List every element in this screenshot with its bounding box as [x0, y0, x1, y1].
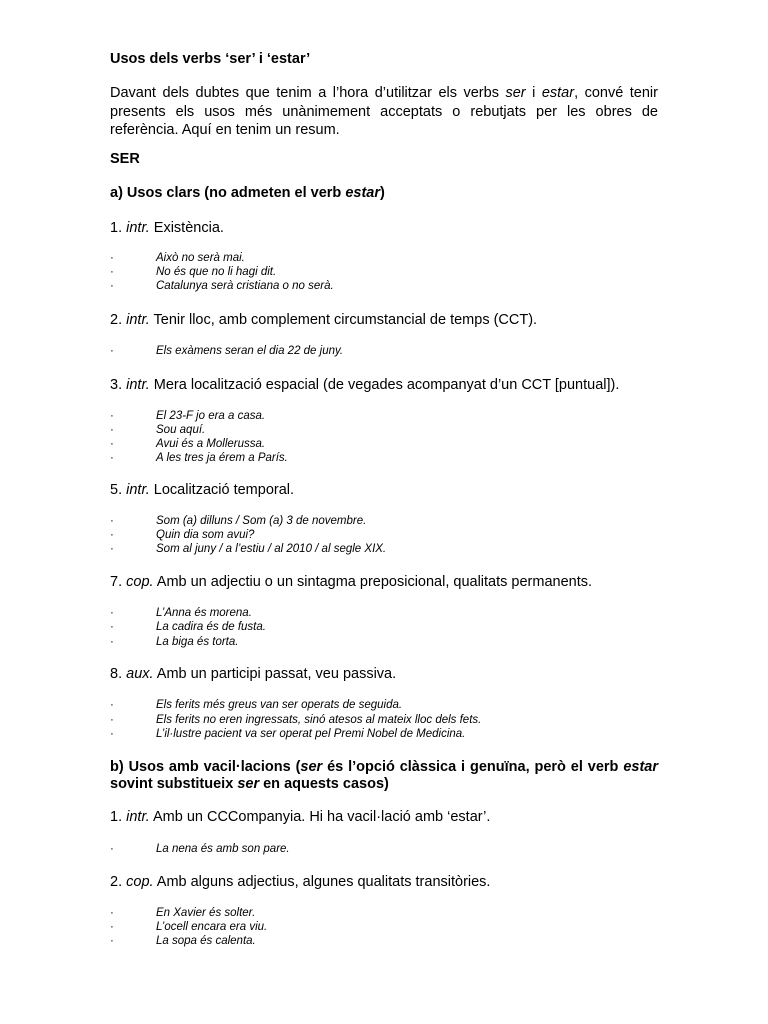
usage-item-7 [110, 574, 592, 590]
item-text: Amb un participi passat, veu passiva. [153, 666, 397, 682]
item-text: Existència. [149, 220, 224, 236]
example-text: La nena és amb son pare. [156, 843, 290, 855]
item-tag: cop. [126, 574, 154, 590]
item-number: 7. [110, 574, 127, 590]
bullet: · [110, 607, 114, 619]
bullet: · [110, 621, 114, 633]
item-tag: cop. [126, 874, 154, 890]
group-b-text-2: és l’opció clàssica i genuïna, però el verb [322, 759, 624, 775]
usage-item-5 [110, 482, 294, 498]
usage-item-1 [110, 220, 224, 236]
usage-item-3 [110, 377, 619, 393]
item-number: 1. [110, 220, 127, 236]
item-number: 8. [110, 666, 127, 682]
bullet: · [110, 410, 114, 422]
bullet: · [110, 636, 114, 648]
bullet: · [110, 438, 114, 450]
example-text: Això no serà mai. [156, 252, 245, 264]
group-a-suffix: ) [379, 185, 385, 201]
example-text: Els ferits més greus van ser operats de seguida. [156, 699, 403, 711]
item-tag: intr. [126, 220, 150, 236]
usage-item-b1 [110, 809, 490, 825]
bullet: · [110, 921, 114, 933]
bullet: · [110, 935, 114, 947]
item-tag: intr. [126, 377, 150, 393]
item-text: Amb un adjectiu o un sintagma preposicional, qualitats permanents. [153, 574, 593, 590]
example-text: Els exàmens seran el dia 22 de juny. [156, 345, 344, 357]
bullet: · [110, 699, 114, 711]
bullet: · [110, 843, 114, 855]
usage-item-2 [110, 312, 537, 328]
example-text: Catalunya serà cristiana o no serà. [156, 280, 334, 292]
bullet: · [110, 515, 114, 527]
bullet: · [110, 728, 114, 740]
bullet: · [110, 452, 114, 464]
example-text: L’ocell encara era viu. [156, 921, 268, 933]
group-b-text-4: en aquests casos) [259, 776, 389, 792]
item-number: 2. [110, 312, 127, 328]
group-b-text-3: sovint substitueix [110, 776, 238, 792]
example-text: Quin dia som avui? [156, 529, 255, 541]
item-text: Mera localització espacial (de vegades acompanyat d’un CCT [puntual]). [149, 377, 620, 393]
example-text: No és que no li hagi dit. [156, 266, 277, 278]
section-heading-ser: SER [110, 151, 140, 167]
example-text: A les tres ja érem a París. [156, 452, 288, 464]
usage-item-8 [110, 666, 396, 682]
item-tag: intr. [126, 482, 150, 498]
item-text: Localització temporal. [149, 482, 295, 498]
example-text: En Xavier és solter. [156, 907, 256, 919]
item-text: Amb alguns adjectius, algunes qualitats transitòries. [153, 874, 491, 890]
item-number: 2. [110, 874, 127, 890]
group-b-em-1: ser [300, 759, 323, 775]
intro-estar: estar [541, 85, 575, 101]
item-number: 3. [110, 377, 127, 393]
example-text: La cadira és de fusta. [156, 621, 266, 633]
bullet: · [110, 345, 114, 357]
item-tag: intr. [126, 809, 150, 825]
bullet: · [110, 424, 114, 436]
intro-text-1: Davant dels dubtes que tenim a l’hora d’utilitzar els verbs [110, 85, 506, 101]
group-a-em: estar [345, 185, 380, 201]
group-b-text-1: b) Usos amb vacil·lacions ( [110, 759, 301, 775]
item-text: Tenir lloc, amb complement circumstancial de temps (CCT). [149, 312, 538, 328]
item-number: 1. [110, 809, 127, 825]
example-text: Som al juny / a l’estiu / al 2010 / al segle XIX. [156, 543, 387, 555]
example-text: El 23-F jo era a casa. [156, 410, 266, 422]
usage-item-b2 [110, 874, 490, 890]
example-text: Sou aquí. [156, 424, 206, 436]
bullet: · [110, 907, 114, 919]
bullet: · [110, 280, 114, 292]
example-text: L’Anna és morena. [156, 607, 252, 619]
intro-paragraph [110, 84, 658, 140]
item-text: Amb un CCCompanyia. Hi ha vacil·lació amb ‘estar’. [149, 809, 491, 825]
intro-ser: ser [505, 85, 526, 101]
item-tag: aux. [126, 666, 154, 682]
intro-text-2: i [525, 85, 542, 101]
example-text: La sopa és calenta. [156, 935, 256, 947]
bullet: · [110, 529, 114, 541]
example-text: Avui és a Mollerussa. [156, 438, 266, 450]
intro-text-3: , convé tenir presents els usos més unànimement acceptats o rebutjats per les obres de referència. Aquí en tenim un resum. [110, 85, 658, 138]
group-a-heading [110, 185, 385, 201]
item-tag: intr. [126, 312, 150, 328]
page-title: Usos dels verbs ‘ser’ i ‘estar’ [110, 51, 311, 67]
bullet: · [110, 266, 114, 278]
group-b-em-3: ser [237, 776, 260, 792]
example-text: L’il·lustre pacient va ser operat pel Premi Nobel de Medicina. [156, 728, 466, 740]
bullet: · [110, 252, 114, 264]
group-b-em-2: estar [623, 759, 658, 775]
example-text: Som (a) dilluns / Som (a) 3 de novembre. [156, 515, 367, 527]
bullet: · [110, 714, 114, 726]
example-text: Els ferits no eren ingressats, sinó atesos al mateix lloc dels fets. [156, 714, 482, 726]
group-a-prefix: a) Usos clars (no admeten el verb [110, 185, 346, 201]
item-number: 5. [110, 482, 127, 498]
example-text: La biga és torta. [156, 636, 239, 648]
bullet: · [110, 543, 114, 555]
group-b-heading [110, 759, 658, 793]
